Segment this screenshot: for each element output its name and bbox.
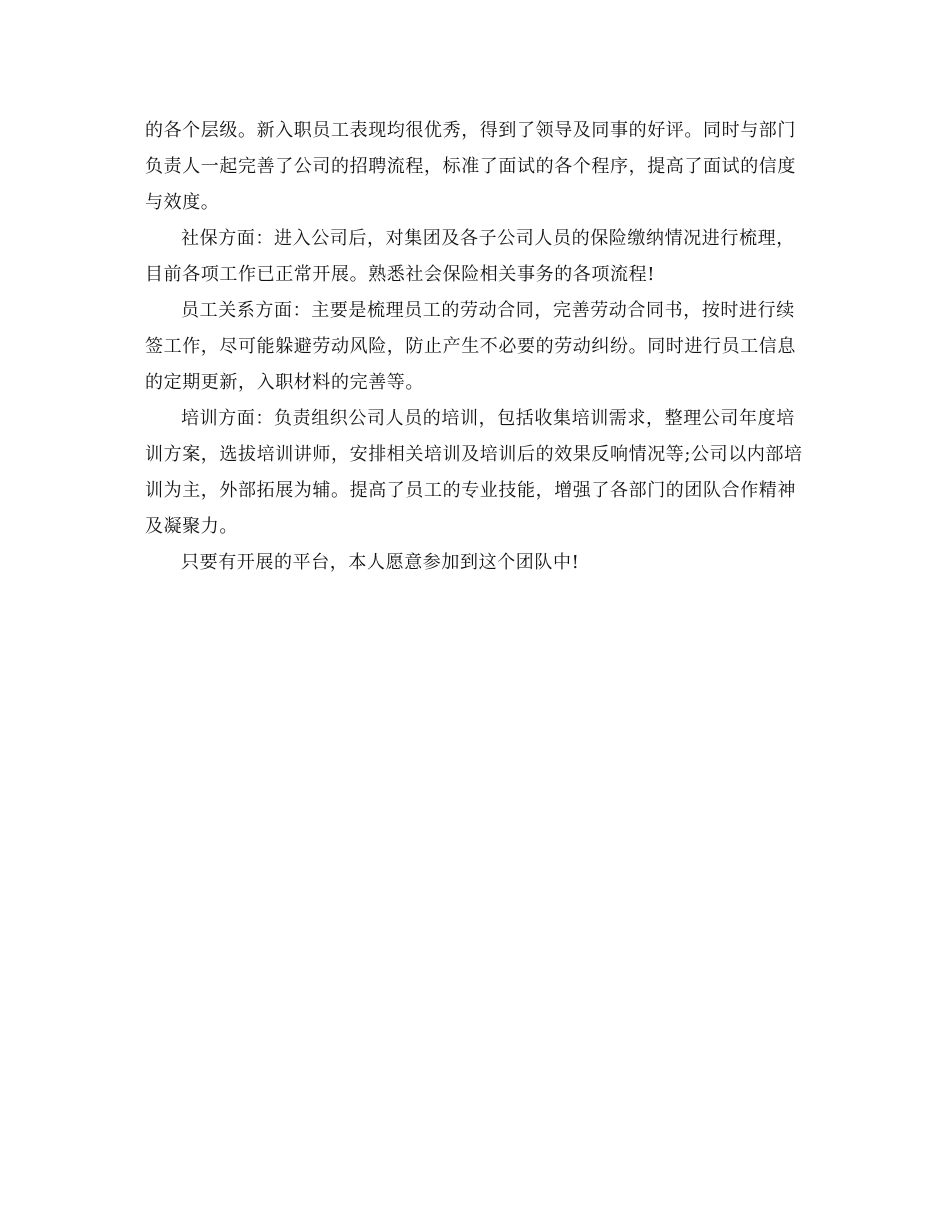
paragraph-line: 负责人一起完善了公司的招聘流程，标准了面试的各个程序，提高了面试的信度 bbox=[145, 156, 796, 177]
paragraph-line: 的各个层级。新入职员工表现均很优秀，得到了领导及同事的好评。同时与部门 bbox=[145, 120, 796, 141]
paragraph-line: 及凝聚力。 bbox=[145, 516, 238, 537]
paragraph-line: 与效度。 bbox=[145, 192, 220, 213]
paragraph-line: 训方案，选拔培训讲师，安排相关培训及培训后的效果反响情况等;公司以内部培 bbox=[145, 444, 803, 465]
document-body bbox=[145, 113, 805, 581]
paragraph-line: 目前各项工作已正常开展。熟悉社会保险相关事务的各项流程! bbox=[145, 264, 656, 285]
paragraph-closing: 只要有开展的平台，本人愿意参加到这个团队中! bbox=[181, 552, 580, 573]
paragraph-employee-relations-start: 员工关系方面：主要是梳理员工的劳动合同，完善劳动合同书，按时进行续 bbox=[181, 300, 795, 321]
paragraph-training-start: 培训方面：负责组织公司人员的培训，包括收集培训需求，整理公司年度培 bbox=[181, 408, 795, 429]
paragraph-line: 签工作，尽可能躲避劳动风险，防止产生不必要的劳动纠纷。同时进行员工信息 bbox=[145, 336, 796, 357]
paragraph-social-insurance-start: 社保方面：进入公司后，对集团及各子公司人员的保险缴纳情况进行梳理， bbox=[181, 228, 795, 249]
paragraph-line: 的定期更新，入职材料的完善等。 bbox=[145, 372, 424, 393]
paragraph-line: 训为主，外部拓展为辅。提高了员工的专业技能，增强了各部门的团队合作精神 bbox=[145, 480, 796, 501]
